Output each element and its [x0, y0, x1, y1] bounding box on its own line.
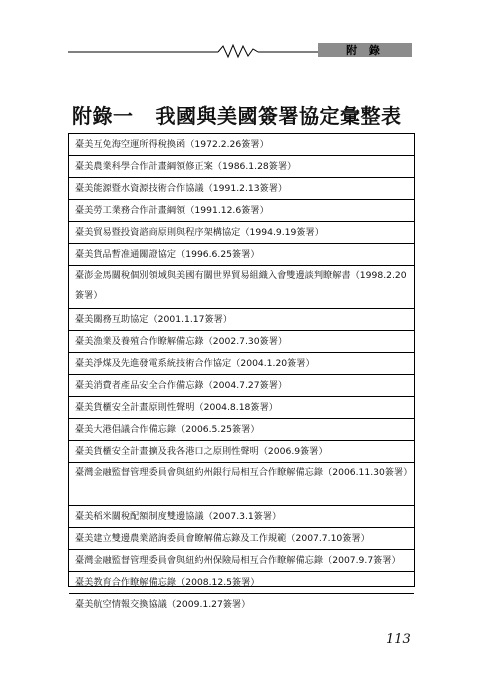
table-row: 臺灣金融監督管理委員會與紐約州保險局相互合作瞭解備忘錄（2007.9.7簽署）	[69, 550, 414, 572]
table-row: 臺美淨煤及先進發電系統技術合作協定（2004.1.20簽署）	[69, 353, 414, 375]
table-row: 臺美關務互助協定（2001.1.17簽署）	[69, 309, 414, 331]
table-row: 臺美貨櫃安全計畫原則性聲明（2004.8.18簽署）	[69, 397, 414, 419]
table-row: 臺美大港倡議合作備忘錄（2006.5.25簽署）	[69, 419, 414, 441]
table-row: 臺灣金融監督管理委員會與紐約州銀行局相互合作瞭解備忘錄（2006.11.30簽署）	[69, 463, 414, 506]
appendix-number: 附錄一	[72, 104, 134, 128]
agreements-table	[68, 133, 415, 610]
table-row: 臺美教育合作瞭解備忘錄（2008.12.5簽署）	[69, 572, 414, 594]
page-number: 113	[386, 632, 411, 647]
table-row: 臺美航空情報交換協議（2009.1.27簽署）	[75, 599, 251, 610]
table-row: 臺澎金馬關稅個別領域與美國有關世界貿易組織入會雙邊談判瞭解書（1998.2.20簽署）	[69, 266, 414, 309]
table-row: 臺美貨櫃安全計畫擴及我各港口之原則性聲明（2006.9簽署）	[69, 441, 414, 463]
table-row: 臺美建立雙邊農業諮詢委員會瞭解備忘錄及工作規範（2007.7.10簽署）	[69, 528, 414, 550]
table-row: 臺美貿易暨投資諮商原則與程序架構協定（1994.9.19簽署）	[69, 222, 414, 244]
table-row: 臺美消費者產品安全合作備忘錄（2004.7.27簽署）	[69, 375, 414, 397]
appendix-tab: 附 錄	[318, 43, 412, 57]
table-row: 臺美稻米關稅配額制度雙邊協議（2007.3.1簽署）	[69, 506, 414, 528]
appendix-title: 我國與美國簽署協定彙整表	[155, 104, 402, 128]
table-row: 臺美能源暨水資源技術合作協議（1991.2.13簽署）	[69, 178, 414, 200]
table-row: 臺美互免海空運所得稅換函（1972.2.26簽署）	[69, 134, 414, 156]
table-row: 臺美勞工業務合作計畫綱領（1991.12.6簽署）	[69, 200, 414, 222]
table-row: 臺美農業科學合作計畫綱領修正案（1986.1.28簽署）	[69, 156, 414, 178]
table-row: 臺美漁業及養殖合作瞭解備忘錄（2002.7.30簽署）	[69, 331, 414, 353]
page-title	[72, 100, 432, 129]
table-row: 臺美貨品暫准通關證協定（1996.6.25簽署）	[69, 244, 414, 266]
